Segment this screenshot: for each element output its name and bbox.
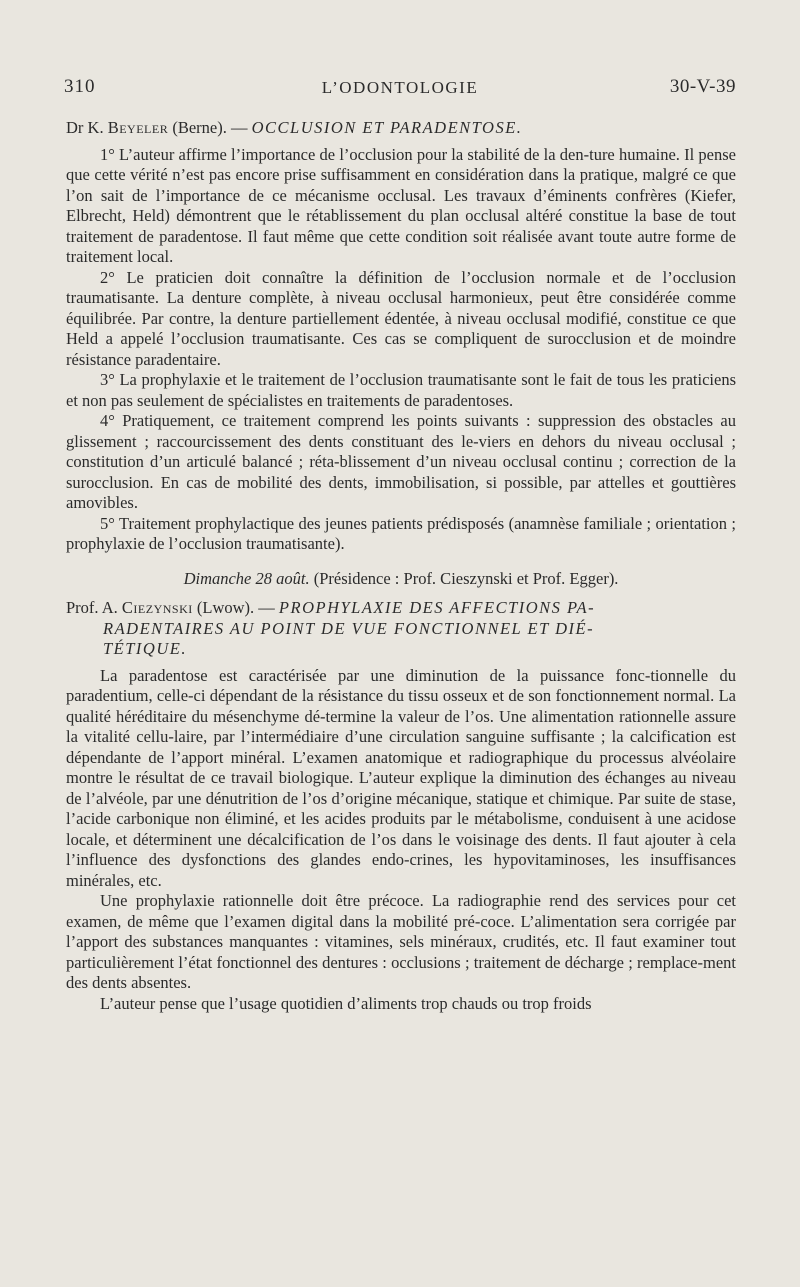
section1-paragraph: 2° Le praticien doit connaître la définition de l’occlusion normale et de l’occlusion traumatisante. La denture complète, à niveau occlusal harmonieux, peut être considérée comme équilibrée. Par contre, la denture partiellement édentée, à niveau occlusal modifié, constitue ce que Held a appelé l’occlusion traumatisante. Ces cas se compliquent de surocclusion et de moindre résistance paradentaire. (66, 267, 736, 369)
session-presidency: (Présidence : Prof. Cieszynski et Prof. Egger). (313, 568, 619, 588)
article-body (66, 118, 736, 1014)
page-number: 310 (64, 76, 96, 97)
section1-paragraph: 3° La prophylaxie et le traitement de l’occlusion traumatisante sont le fait de tous les praticiens et non pas seulement de spécialistes en traitements de paradentoses. (66, 370, 736, 410)
section2-paragraph: La paradentose est caractérisée par une diminution de la puissance fonc-tionnelle du paradentium, celle-ci dépendant de la résistance du tissu osseux et de son fonctionnement normal. La qualité héréditaire du mésenchyme dé-termine la valeur de l’os. Une alimentation rationnelle assure la vitalité cellu-laire, par l’intermédiaire d’une circulation sanguine suffisante ; la calcification est dépendante de l’apport minéral. L’examen anatomique et radiographique du processus alvéolaire montre le résultat de ce travail biologique. L’auteur explique la diminution des échanges au niveau de l’alvéole, par une dénutrition de l’os d’origine mécanique, statique et chimique. Par suite de stase, l’acide carbonique non éliminé, et les acides produits par le métabolisme, conduisent à une acidose locale, et déterminent une décalcification de l’os dans le voisinage des dents. Il faut ajouter à cela l’influence des dysfonctions des glandes endo-crines, les hypovitaminoses, les insuffisances minérales, etc. (66, 665, 736, 890)
running-header (64, 76, 736, 100)
section2-paragraph: L’auteur pense que l’usage quotidien d’aliments trop chauds ou trop froids (100, 993, 592, 1013)
section1-author-prefix: Dr K. (66, 118, 104, 137)
section2-title-line3: TÉTIQUE. (103, 639, 187, 658)
section1-paragraph: 4° Pratiquement, ce traitement comprend les points suivants : suppression des obstacles au glissement ; raccourcissement des dents constituant des le-viers en dehors du niveau occlusal ; constitution d’un articulé balancé ; réta-blissement d’un niveau occlusal continu ; correction de la surocclusion. En cas de mobilité des dents, immobilisation, si possible, par attelles et gouttières amovibles. (66, 411, 736, 512)
section2-title-line1: PROPHYLAXIE DES AFFECTIONS PA- (278, 598, 596, 617)
journal-title: L’ODONTOLOGIE (321, 78, 479, 97)
section1-title: OCCLUSION ET PARADENTOSE. (251, 118, 523, 137)
section1-author-name: Beyeler (107, 118, 169, 137)
section2-heading (66, 598, 736, 660)
section1-paragraph: 5° Traitement prophylactique des jeunes patients prédisposés (anamnèse familiale ; orientation ; prophylaxie de l’occlusion traumatisante). (66, 513, 736, 553)
section2-author-prefix: Prof. A. (66, 598, 118, 617)
session-heading (66, 569, 736, 590)
section2-author-city: (Lwow). — (196, 598, 275, 617)
section1-author-city: (Berne). — (172, 118, 248, 137)
section1-heading (66, 118, 736, 139)
section1-paragraph: 1° L’auteur affirme l’importance de l’occlusion pour la stabilité de la den-ture humaine. Il pense que cette vérité n’est pas encore prise suffisamment en considération dans la pratique, malgré ce que l’on sait de l’importance de ce mécanisme occlusal. Les travaux d’éminents confrères (Kiefer, Elbrecht, Held) démontrent que le rétablissement du plan occlusal altéré constitue la base de tout traitement de paradentose. Il faut même que cette condition soit réalisée avant toute autre forme de traitement local. (66, 144, 736, 266)
section2-title-line2: RADENTAIRES AU POINT DE VUE FONCTIONNEL ET DIÉ- (103, 618, 595, 638)
section2-paragraph: Une prophylaxie rationnelle doit être précoce. La radiographie rend des services pour cet examen, de même que l’examen digital dans la mobilité pré-coce. L’alimentation sera corrigée par l’apport des substances manquantes : vitamines, sels minéraux, crudités, etc. Il faut examiner tout particulièrement l’état fonctionnel des dentures : occlusions ; traitement de décharge ; remplace-ment des dents absentes. (66, 891, 736, 992)
section2-author-name: Ciezynski (121, 598, 193, 617)
session-day-date: Dimanche 28 août. (183, 568, 310, 588)
issue-date: 30-V-39 (669, 76, 736, 97)
